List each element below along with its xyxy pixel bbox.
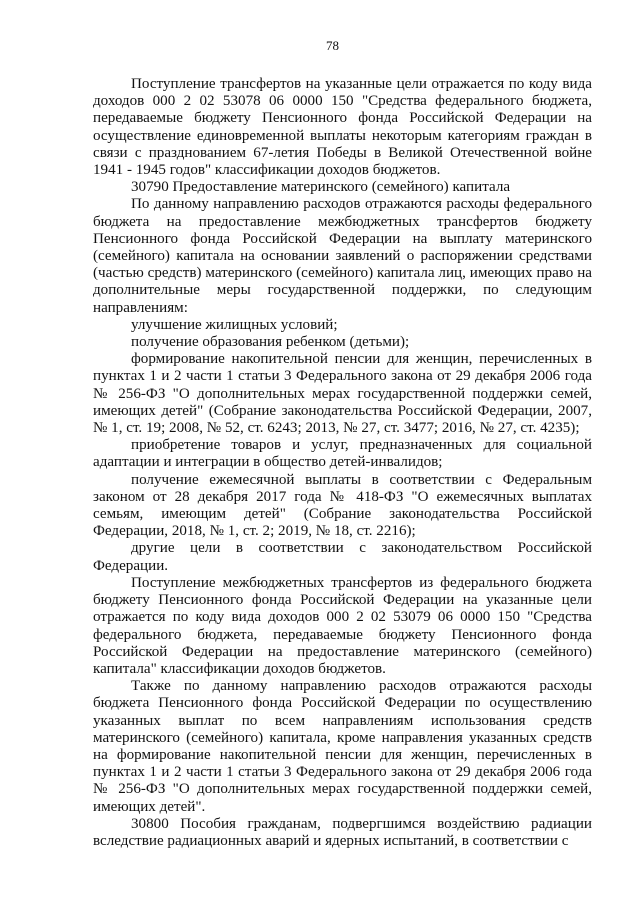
list-item: формирование накопительной пенсии для женщин, перечисленных в пунктах 1 и 2 части 1 статьи 3 Федерального закона от 29 декабря 2006 года № 256-ФЗ "О дополнительных мерах государственной поддержки семей, имеющих детей" (Собрание законодательства Российской Федерации, 2007, № 1, ст. 19; 2008, № 52, ст. 6243; 2013, № 27, ст. 3477; 2016, № 27, ст. 4235); [93, 351, 592, 437]
list-item: другие цели в соответствии с законодательством Российской Федерации. [93, 540, 592, 574]
section-heading: 30790 Предоставление материнского (семейного) капитала [131, 179, 511, 196]
list-item: приобретение товаров и услуг, предназначенных для социальной адаптации и интеграции в общество детей-инвалидов; [93, 437, 592, 471]
paragraph: По данному направлению расходов отражаются расходы федерального бюджета на предоставление межбюджетных трансфертов бюджету Пенсионного фонда Российской Федерации на выплату материнского (семейного) капитала на основании заявлений о распоряжении средствами (частью средств) материнского (семейного) капитала лиц, имеющих право на дополнительные меры государственной поддержки, по следующим направлениям: [93, 196, 592, 316]
list-item: получение образования ребенком (детьми); [131, 334, 410, 351]
section-heading: 30800 Пособия гражданам, подвергшимся воздействию радиации вследствие радиационных аварий и ядерных испытаний, в соответствии с [93, 815, 592, 849]
document-body [93, 76, 592, 850]
page-number: 78 [326, 38, 339, 53]
list-item: получение ежемесячной выплаты в соответствии с Федеральным законом от 28 декабря 2017 года № 418-ФЗ "О ежемесячных выплатах семьям, имеющим детей" (Собрание законодательства Российской Федерации, 2018, № 1, ст. 2; 2019, № 18, ст. 2216); [93, 471, 592, 540]
paragraph: Поступление межбюджетных трансфертов из федерального бюджета бюджету Пенсионного фонда Российской Федерации на указанные цели отражается по коду вида доходов 000 2 02 53079 06 0000 150 "Средства федерального бюджета, передаваемые бюджету Пенсионного фонда Российской Федерации на предоставление материнского (семейного) капитала" классификации доходов бюджетов. [93, 574, 592, 677]
paragraph: Поступление трансфертов на указанные цели отражается по коду вида доходов 000 2 02 53078 06 0000 150 "Средства федерального бюджета, передаваемые бюджету Пенсионного фонда Российской Федерации на осуществление единовременной выплаты некоторым категориям граждан в связи с празднованием 67-летия Победы в Великой Отечественной войне 1941 - 1945 годов" классификации доходов бюджетов. [93, 76, 592, 179]
list-item: улучшение жилищных условий; [131, 316, 338, 333]
paragraph: Также по данному направлению расходов отражаются расходы бюджета Пенсионного фонда Российской Федерации по осуществлению указанных выплат по всем направлениям использования средств материнского (семейного) капитала, кроме направления указанных средств на формирование накопительной пенсии для женщин, перечисленных в пунктах 1 и 2 части 1 статьи 3 Федерального закона от 29 декабря 2006 года № 256-ФЗ "О дополнительных мерах государственной поддержки семей, имеющих детей". [93, 678, 592, 815]
